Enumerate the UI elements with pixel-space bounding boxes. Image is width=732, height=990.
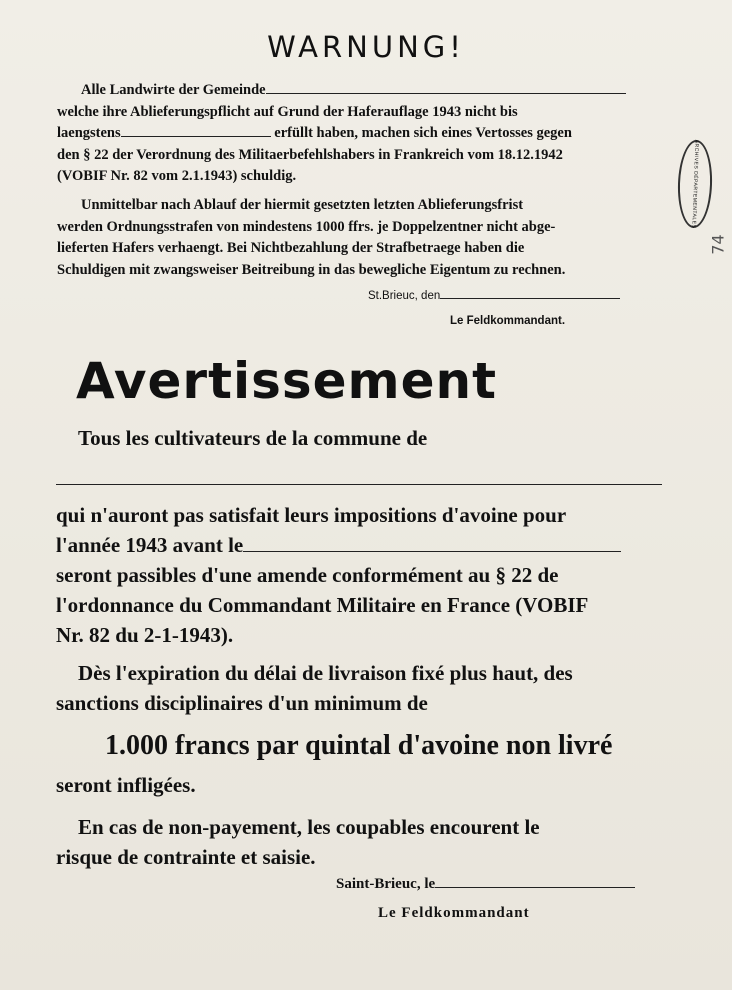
text-row: [56, 620, 662, 650]
text-line: welche ihre Ablieferungspflicht auf Grund der Haferauflage 1943 nicht bis: [57, 103, 518, 120]
stamp-lettering: ARCHIVES DÉPARTEMENTALES: [690, 139, 700, 229]
blank-line-date: [440, 298, 620, 299]
german-p1-line-4: [57, 145, 663, 167]
text-line: lieferten Hafers verhaengt. Bei Nichtbezahlung der Strafbetraege haben die: [57, 240, 525, 256]
german-signature: Le Feldkommandant.: [450, 315, 566, 327]
french-title: Avertissement: [76, 352, 498, 410]
text-line: Schuldigen mit zwangsweiser Beitreibung in das bewegliche Eigentum zu rechnen.: [57, 261, 566, 278]
text-line: werden Ordnungsstrafen von mindestens 1000 ffrs. je Doppelzentner nicht abge-: [57, 218, 556, 235]
german-p1-line-3: [57, 123, 663, 145]
french-line-1-wrap: [56, 423, 662, 453]
text-row: [56, 590, 662, 620]
blank-line-date: [121, 136, 271, 137]
german-p2-line-4: [57, 260, 663, 282]
text-line: En cas de non-payement, les coupables encourent le: [78, 815, 540, 839]
german-p2-line-1: [81, 195, 663, 217]
german-p1-line-1: [81, 80, 663, 102]
text-line: seront infligées.: [56, 773, 196, 797]
text-line: sanctions disciplinaires d'un minimum de: [56, 691, 428, 715]
german-paragraph-2: [57, 195, 663, 281]
text-line: Nr. 82 du 2-1-1943).: [56, 623, 234, 647]
text-line: risque de contrainte et saisie.: [56, 845, 316, 869]
text-row: [56, 842, 662, 872]
german-p1-line-2: [57, 102, 663, 124]
text-line: erfüllt haben, machen sich eines Vertosses gegen: [274, 125, 572, 141]
french-line-infligees: [56, 770, 662, 800]
text-line: Dès l'expiration du délai de livraison fixé plus haut, des: [78, 661, 573, 685]
text-row: [56, 500, 662, 530]
text-row: [78, 658, 662, 688]
german-commune-label: Alle Landwirte der Gemeinde: [81, 82, 266, 98]
text-line: l'année 1943 avant le: [56, 533, 244, 557]
text-line: Unmittelbar nach Ablauf der hiermit gesetzten letzten Ablieferungsfrist: [81, 197, 524, 213]
blank-line-commune: [266, 93, 626, 94]
blank-line-date: [435, 887, 635, 888]
german-title: WARNUNG!: [267, 30, 465, 64]
fine-amount: 1.000 francs par quintal d'avoine non livré: [105, 730, 613, 761]
text-line: qui n'auront pas satisfait leurs impositions d'avoine pour: [56, 503, 567, 527]
french-signature: Le Feldkommandant: [378, 905, 530, 921]
blank-line-commune: [56, 484, 662, 485]
french-paragraph-3: [56, 812, 662, 872]
text-row: [56, 530, 662, 560]
blank-line-date: [243, 551, 621, 552]
place-label: St.Brieuc, den: [368, 290, 441, 302]
text-line: (VOBIF Nr. 82 vom 2.1.1943) schuldig.: [57, 168, 297, 184]
french-paragraph-1: [56, 500, 662, 650]
text-line: l'ordonnance du Commandant Militaire en France (VOBIF: [56, 593, 589, 617]
french-paragraph-2: [56, 658, 662, 718]
text-line: laengstens: [57, 125, 121, 141]
text-line: Tous les cultivateurs de la commune de: [78, 426, 428, 450]
german-p2-line-2: [57, 217, 663, 239]
text-line: den § 22 der Verordnung des Militaerbefehlshabers in Frankreich vom 18.12.1942: [57, 146, 563, 163]
german-p2-line-3: [57, 238, 663, 260]
text-row: [56, 688, 662, 718]
place-label: Saint-Brieuc, le: [336, 876, 436, 892]
german-place-date: [368, 290, 620, 302]
text-line: seront passibles d'une amende conformément au § 22 de: [56, 563, 559, 587]
german-paragraph-1: [57, 80, 663, 188]
french-place-date: [336, 876, 635, 893]
text-row: [78, 812, 662, 842]
archive-stamp: [676, 139, 713, 228]
handwritten-number: 74: [708, 234, 728, 255]
text-row: [56, 560, 662, 590]
german-p1-line-5: [57, 166, 663, 188]
